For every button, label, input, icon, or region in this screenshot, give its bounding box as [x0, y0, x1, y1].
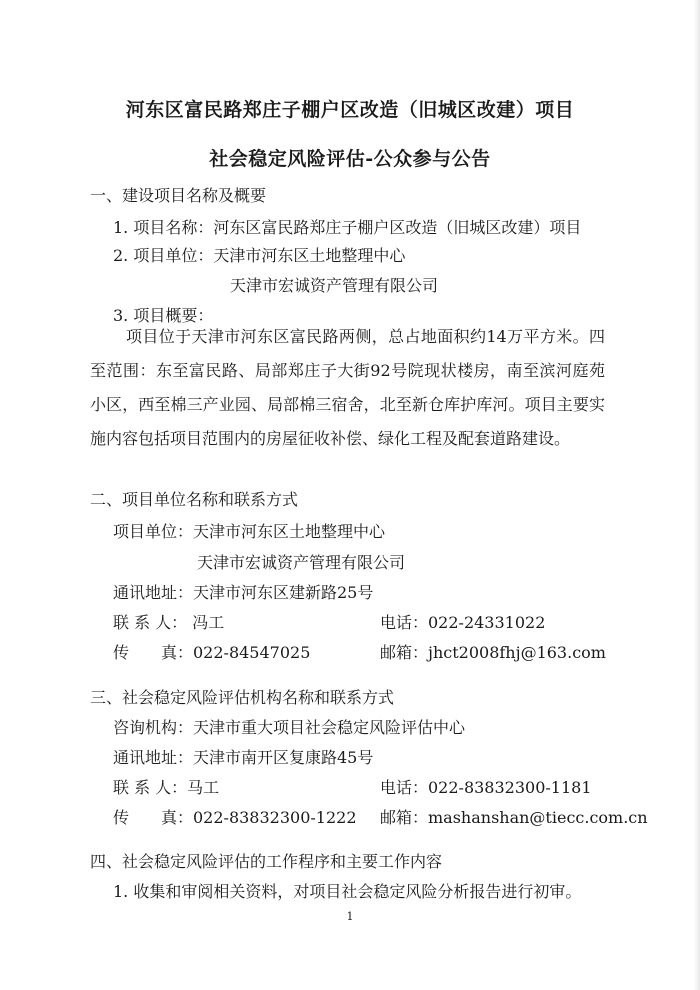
agency-phone: 电话：022-83832300-1181 [380, 778, 592, 797]
section-3-heading: 三、社会稳定风险评估机构名称和联系方式 [90, 688, 395, 707]
agency-email: 邮箱：mashanshan@tiecc.com.cn [380, 808, 648, 827]
contact-person: 联 系 人： 冯工 [113, 613, 225, 632]
page-edge-shadow [694, 0, 700, 990]
unit-line-2: 天津市宏诚资产管理有限公司 [197, 553, 406, 572]
title-line-2: 社会稳定风险评估-公众参与公告 [209, 148, 491, 170]
unit-line: 项目单位：天津市河东区土地整理中心 [113, 522, 386, 541]
agency-fax: 传 真：022-83832300-1222 [113, 808, 357, 827]
section-4-item-1: 1. 收集和审阅相关资料，对项目社会稳定风险分析报告进行初审。 [113, 882, 582, 901]
address-line: 通讯地址：天津市河东区建新路25号 [113, 583, 374, 602]
project-summary-label: 3. 项目概要： [113, 306, 214, 325]
project-summary-text: 项目位于天津市河东区富民路两侧，总占地面积约14万平方米。四至范围：东至富民路、局部郑庄子大街92号院现状楼房，南至滨河庭苑小区，西至棉三产业园、局部棉三宿舍，北至新仓库护库河。项目主要实施内容包括项目范围内的房屋征收补偿、绿化工程及配套道路建设。 [90, 327, 605, 448]
section-2-heading: 二、项目单位名称和联系方式 [90, 490, 299, 509]
page-number: 1 [346, 910, 354, 923]
project-unit-2: 天津市宏诚资产管理有限公司 [230, 276, 439, 295]
section-4-heading: 四、社会稳定风险评估的工作程序和主要工作内容 [90, 852, 443, 871]
title-line-1: 河东区富民路郑庄子棚户区改造（旧城区改建）项目 [125, 99, 575, 121]
email-address: 邮箱：jhct2008fhj@163.com [380, 643, 606, 662]
phone-number: 电话：022-24331022 [380, 613, 546, 632]
fax-number: 传 真：022-84547025 [113, 643, 311, 662]
agency-line: 咨询机构：天津市重大项目社会稳定风险评估中心 [113, 718, 466, 737]
section-1-heading: 一、建设项目名称及概要 [90, 186, 267, 205]
agency-address: 通讯地址：天津市南开区复康路45号 [113, 748, 374, 767]
project-name: 1. 项目名称：河东区富民路郑庄子棚户区改造（旧城区改建）项目 [113, 218, 582, 237]
agency-contact: 联 系 人：马工 [113, 778, 220, 797]
project-unit: 2. 项目单位：天津市河东区土地整理中心 [113, 246, 406, 265]
